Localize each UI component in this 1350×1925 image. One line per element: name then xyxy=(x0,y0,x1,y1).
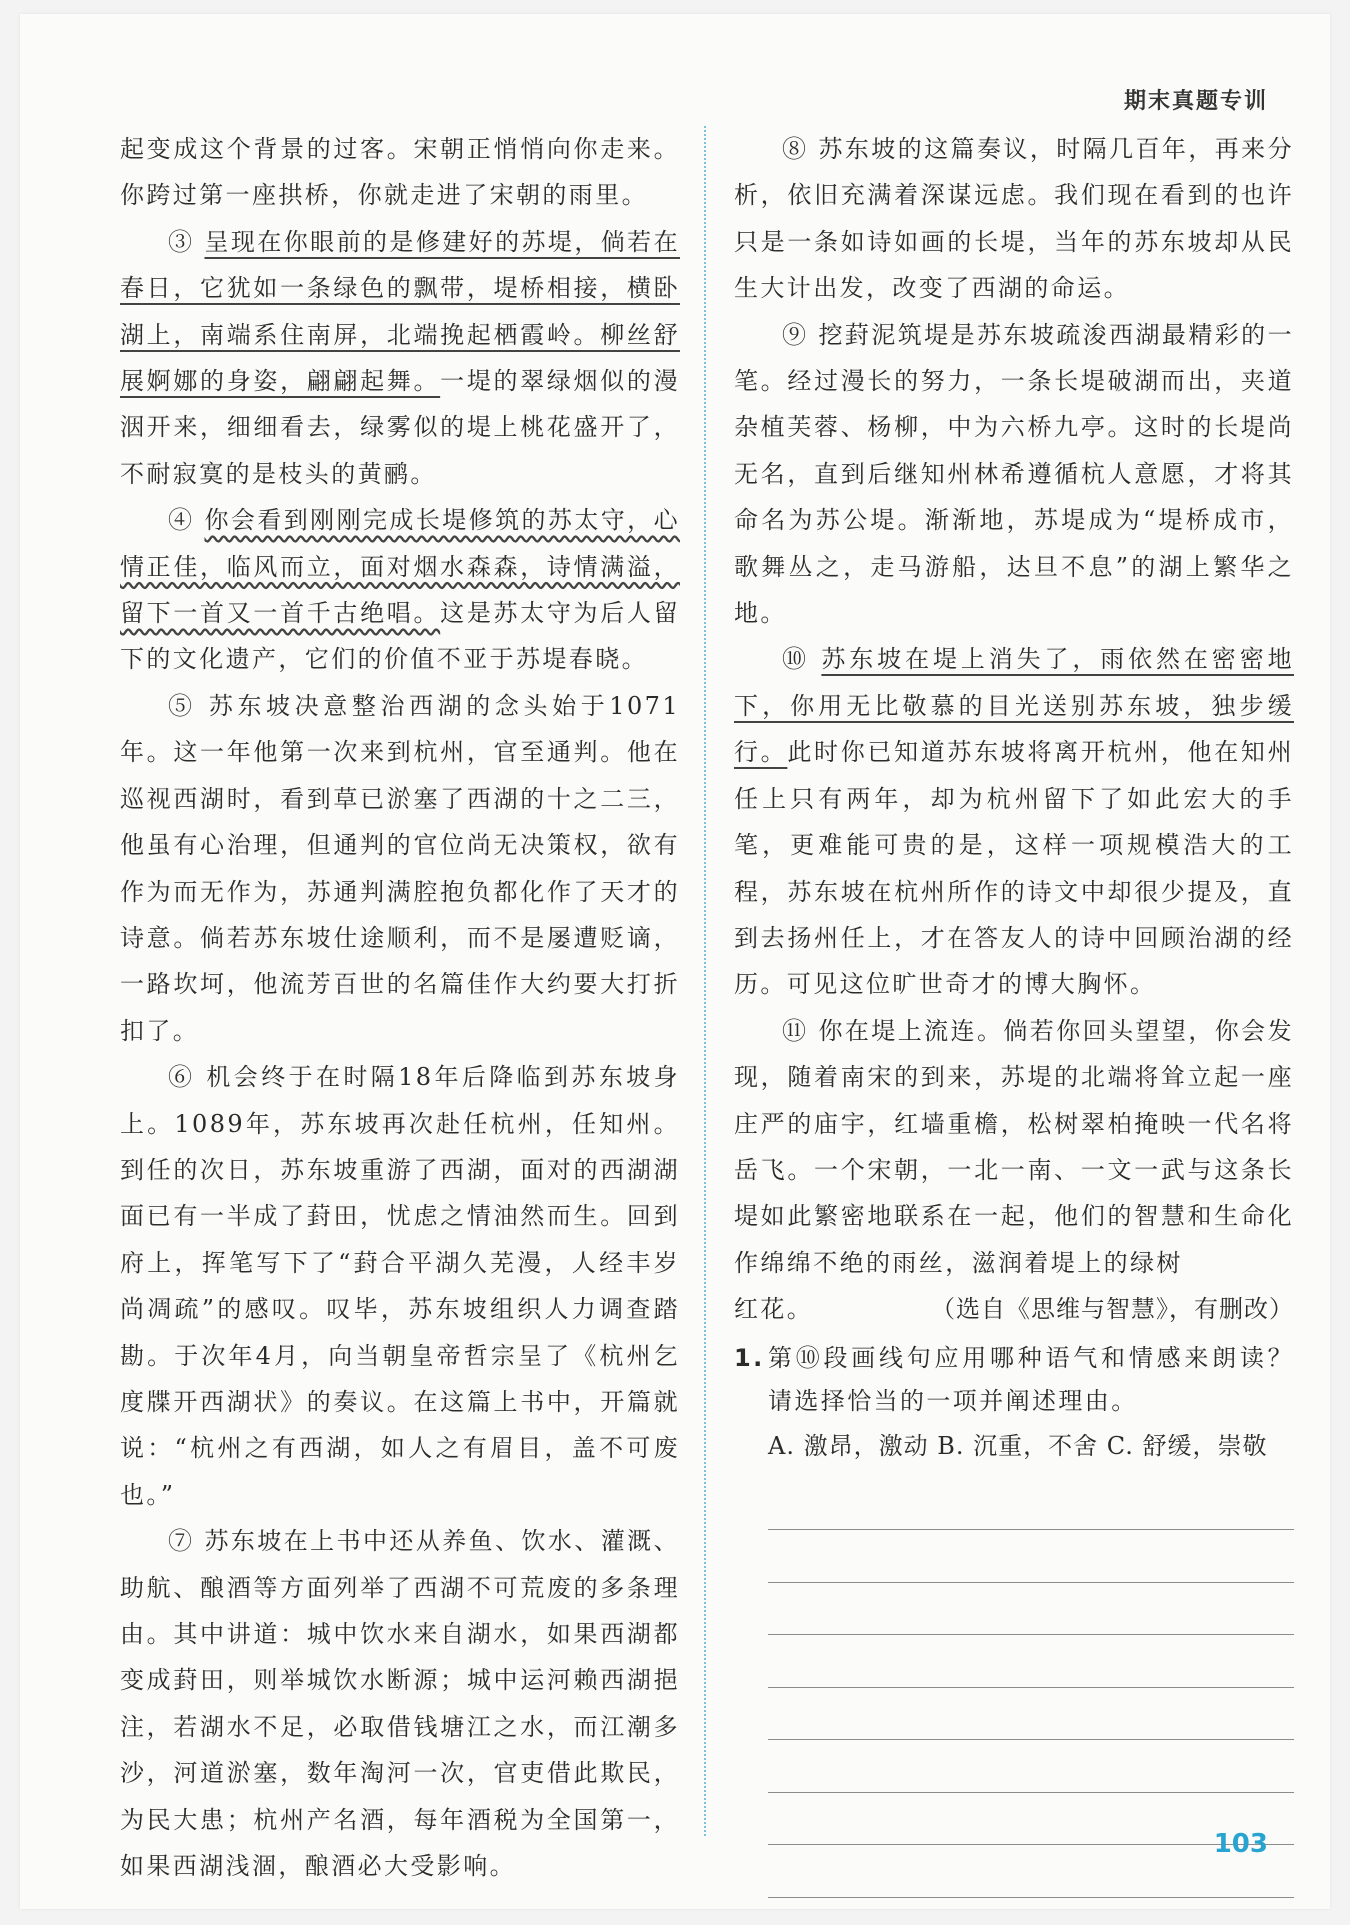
paragraph-9: ⑨ 挖葑泥筑堤是苏东坡疏浚西湖最精彩的一笔。经过漫长的努力，一条长堤破湖而出，夹道杂植芙蓉、杨柳，中为六桥九亭。这时的长堤尚无名，直到后继知州林希遵循杭人意愿，才将其命名为苏公堤。渐渐地，苏堤成为“堤桥成市，歌舞丛之，走马游船，达旦不息”的湖上繁华之地。 xyxy=(734,320,1294,628)
page-number: 103 xyxy=(1213,1829,1268,1859)
paragraph-number: ④ xyxy=(168,506,195,535)
column-divider xyxy=(704,126,706,1836)
answer-line[interactable] xyxy=(768,1478,1294,1531)
source-line xyxy=(734,1286,1294,1332)
underlined-sentence: 苏东坡在堤上消失了，雨依然在密密地下，你用无比敬慕的目光送别苏东坡，独步缓行。 xyxy=(734,645,1294,767)
question-number: 1. xyxy=(734,1343,765,1372)
paragraph-text: 此时你已知道苏东坡将离开杭州，他在知州任上只有两年，却为杭州留下了如此宏大的手笔，更难能可贵的是，这样一项规模浩大的工程，苏东坡在杭州所作的诗文中却很少提及，直到去扬州任上，才在答友人的诗中回顾治湖的经历。可见这位旷世奇才的博大胸怀。 xyxy=(734,738,1294,999)
question-text: 第⑩段画线句应用哪种语气和情感来朗读？请选择恰当的一项并阐述理由。 xyxy=(768,1343,1294,1415)
paragraph-7: ⑦ 苏东坡在上书中还从养鱼、饮水、灌溉、助航、酿酒等方面列举了西湖不可荒废的多条理由。其中讲道：城中饮水来自湖水，如果西湖都变成葑田，则举城饮水断源；城中运河赖西湖挹注，若湖水不足，必取借钱塘江之水，而江潮多沙，河道淤塞，数年淘河一次，官吏借此欺民，为民大患；杭州产名酒，每年酒税为全国第一，如果西湖浅涸，酿酒必大受影响。 xyxy=(120,1527,680,1881)
paragraph-text: 一堤的翠绿烟似的漫洇开来，细细看去，绿雾似的堤上桃花盛开了，不耐寂寞的是枝头的黄鹂。 xyxy=(120,367,680,488)
paragraph-number: ③ xyxy=(168,227,195,256)
underlined-sentence: 呈现在你眼前的是修建好的苏堤，倘若在春日，它犹如一条绿色的飘带，堤桥相接，横卧湖上，南端系住南屏，北端挽起栖霞岭。柳丝舒展婀娜的身姿，翩翩起舞。 xyxy=(120,227,681,396)
paragraph-4 xyxy=(120,497,680,683)
paragraph-5: ⑤ 苏东坡决意整治西湖的念头始于1071年。这一年他第一次来到杭州，官至通判。他在巡视西湖时，看到草已淤塞了西湖的十之二三，他虽有心治理，但通判的官位尚无决策权，欲有作为而无作为，苏通判满腔抱负都化作了天才的诗意。倘若苏东坡仕途顺利，而不是屡遭贬谪，一路坎坷，他流芳百世的名篇佳作大约要大打折扣了。 xyxy=(120,691,680,1045)
workbook-page xyxy=(20,14,1330,1909)
source-citation: （选自《思维与智慧》，有删改） xyxy=(931,1295,1294,1324)
paragraph-8: ⑧ 苏东坡的这篇奏议，时隔几百年，再来分析，依旧充满着深谋远虑。我们现在看到的也许只是一条如诗如画的长堤，当年的苏东坡却从民生大计出发，改变了西湖的命运。 xyxy=(734,135,1294,303)
paragraph-number: ⑩ xyxy=(782,645,810,674)
paragraph-11-end: 红花。 xyxy=(734,1295,814,1324)
answer-line[interactable] xyxy=(768,1688,1294,1741)
paragraph-text: 这是苏太守为后人留下的文化遗产，它们的价值不亚于苏堤春晓。 xyxy=(120,599,680,674)
answer-line[interactable] xyxy=(768,1583,1294,1636)
question-row xyxy=(734,1337,1294,1423)
paragraph-11: ⑪ 你在堤上流连。倘若你回头望望，你会发现，随着南宋的到来，苏堤的北端将耸立起一座庄严的庙宇，红墙重檐，松树翠柏掩映一代名将岳飞。一个宋朝，一北一南、一文一武与这条长堤如此繁密地联系在一起，他们的智慧和生命化作绵绵不绝的雨丝，滋润着堤上的绿树 xyxy=(734,1016,1294,1277)
wavy-underlined-sentence: 你会看到刚刚完成长堤修筑的苏太守，心情正佳，临风而立，面对烟水森森，诗情满溢，留下一首又一首千古绝唱。 xyxy=(120,506,681,628)
answer-line[interactable] xyxy=(768,1530,1294,1583)
paragraph-3 xyxy=(120,219,680,497)
paragraph-6: ⑥ 机会终于在时隔18年后降临到苏东坡身上。1089年，苏东坡再次赴任杭州，任知州。到任的次日，苏东坡重游了西湖，面对的西湖湖面已有一半成了葑田，忧虑之情油然而生。回到府上，挥笔写下了“葑合平湖久芜漫，人经丰岁尚凋疏”的感叹。叹毕，苏东坡组织人力调查踏勘。于次年4月，向当朝皇帝哲宗呈了《杭州乞度牒开西湖状》的奏议。在这篇上书中，开篇就说：“杭州之有西湖，如人之有眉目，盖不可废也。” xyxy=(120,1063,680,1509)
question-1 xyxy=(734,1337,1294,1898)
left-column xyxy=(120,126,680,1889)
right-column xyxy=(734,126,1294,1898)
answer-line[interactable] xyxy=(768,1635,1294,1688)
answer-line[interactable] xyxy=(768,1740,1294,1793)
paragraph-intro: 起变成这个背景的过客。宋朝正悄悄向你走来。你跨过第一座拱桥，你就走进了宋朝的雨里。 xyxy=(120,135,680,210)
answer-options: A. 激昂，激动 B. 沉重，不舍 C. 舒缓，崇敬 xyxy=(768,1431,1268,1460)
paragraph-10 xyxy=(734,636,1294,1007)
section-title: 期末真题专训 xyxy=(1123,89,1268,114)
